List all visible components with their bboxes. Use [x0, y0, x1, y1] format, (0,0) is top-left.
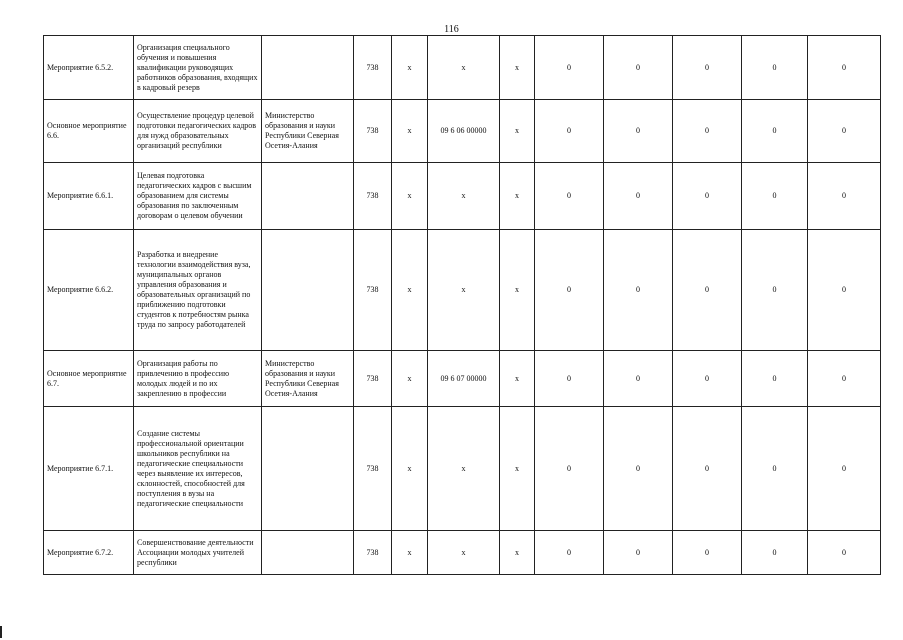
funding-value-cell: 0 — [742, 100, 808, 163]
event-code-cell: Мероприятие 6.7.1. — [44, 407, 134, 531]
grbs-cell: 738 — [354, 531, 392, 575]
event-name-cell: Совершенствование деятельности Ассоциации молодых учителей республики — [134, 531, 262, 575]
rz-pr-cell: x — [392, 407, 428, 531]
funding-value-cell: 0 — [673, 36, 742, 100]
funding-value-cell: 0 — [742, 36, 808, 100]
budget-table — [43, 35, 881, 575]
csr-cell: x — [428, 36, 500, 100]
table-row — [44, 163, 881, 230]
vr-cell: x — [500, 351, 535, 407]
funding-value-cell: 0 — [673, 163, 742, 230]
funding-value-cell: 0 — [604, 36, 673, 100]
page-number: 116 — [444, 24, 459, 35]
vr-cell: x — [500, 163, 535, 230]
funding-value-cell: 0 — [673, 100, 742, 163]
event-code-cell: Мероприятие 6.5.2. — [44, 36, 134, 100]
table-row — [44, 351, 881, 407]
csr-cell: 09 6 06 00000 — [428, 100, 500, 163]
funding-value-cell: 0 — [604, 100, 673, 163]
event-code-cell: Мероприятие 6.7.2. — [44, 531, 134, 575]
event-code-cell: Основное мероприятие 6.7. — [44, 351, 134, 407]
funding-value-cell: 0 — [808, 36, 881, 100]
funding-value-cell: 0 — [535, 531, 604, 575]
csr-cell: 09 6 07 00000 — [428, 351, 500, 407]
executor-cell — [262, 407, 354, 531]
event-name-cell: Целевая подготовка педагогических кадров с высшим образованием для системы образования по заключенным договорам о целевом обучении — [134, 163, 262, 230]
funding-value-cell: 0 — [604, 531, 673, 575]
funding-value-cell: 0 — [604, 351, 673, 407]
executor-cell — [262, 230, 354, 351]
funding-value-cell: 0 — [742, 163, 808, 230]
table-row — [44, 531, 881, 575]
table-row — [44, 36, 881, 100]
funding-value-cell: 0 — [535, 100, 604, 163]
vr-cell: x — [500, 407, 535, 531]
executor-cell — [262, 531, 354, 575]
rz-pr-cell: x — [392, 531, 428, 575]
funding-value-cell: 0 — [742, 351, 808, 407]
grbs-cell: 738 — [354, 351, 392, 407]
funding-value-cell: 0 — [535, 36, 604, 100]
vr-cell: x — [500, 36, 535, 100]
rz-pr-cell: x — [392, 100, 428, 163]
event-name-cell: Разработка и внедрение технологии взаимодействия вуза, муниципальных органов управления образования и образовательных организаций по приближению подготовки студентов к потребностям рынка труда по запросу работодателей — [134, 230, 262, 351]
funding-value-cell: 0 — [535, 351, 604, 407]
funding-value-cell: 0 — [808, 351, 881, 407]
event-code-cell: Основное мероприятие 6.6. — [44, 100, 134, 163]
executor-cell: Министерство образования и науки Республики Северная Осетия-Алания — [262, 100, 354, 163]
rz-pr-cell: x — [392, 230, 428, 351]
funding-value-cell: 0 — [742, 230, 808, 351]
grbs-cell: 738 — [354, 163, 392, 230]
funding-value-cell: 0 — [673, 230, 742, 351]
rz-pr-cell: x — [392, 163, 428, 230]
funding-value-cell: 0 — [604, 163, 673, 230]
funding-value-cell: 0 — [808, 531, 881, 575]
executor-cell: Министерство образования и науки Республики Северная Осетия-Алания — [262, 351, 354, 407]
funding-value-cell: 0 — [604, 407, 673, 531]
table-row — [44, 407, 881, 531]
funding-value-cell: 0 — [742, 407, 808, 531]
executor-cell — [262, 163, 354, 230]
vr-cell: x — [500, 100, 535, 163]
funding-value-cell: 0 — [535, 230, 604, 351]
grbs-cell: 738 — [354, 100, 392, 163]
event-name-cell: Создание системы профессиональной ориентации школьников республики на педагогические специальности через выявление их интересов, склонностей, способностей для поступления в вузы на педагогические специальности — [134, 407, 262, 531]
executor-cell — [262, 36, 354, 100]
event-code-cell: Мероприятие 6.6.2. — [44, 230, 134, 351]
funding-value-cell: 0 — [673, 351, 742, 407]
table-row — [44, 230, 881, 351]
rz-pr-cell: x — [392, 351, 428, 407]
csr-cell: x — [428, 230, 500, 351]
funding-value-cell: 0 — [535, 407, 604, 531]
vr-cell: x — [500, 230, 535, 351]
scan-margin-mark — [0, 626, 2, 638]
grbs-cell: 738 — [354, 36, 392, 100]
funding-value-cell: 0 — [808, 163, 881, 230]
funding-value-cell: 0 — [808, 100, 881, 163]
funding-value-cell: 0 — [673, 407, 742, 531]
funding-value-cell: 0 — [604, 230, 673, 351]
grbs-cell: 738 — [354, 230, 392, 351]
csr-cell: x — [428, 407, 500, 531]
grbs-cell: 738 — [354, 407, 392, 531]
event-name-cell: Осуществление процедур целевой подготовки педагогических кадров для нужд образовательных организаций республики — [134, 100, 262, 163]
csr-cell: x — [428, 163, 500, 230]
event-name-cell: Организация работы по привлечению в профессию молодых людей и по их закреплению в профессии — [134, 351, 262, 407]
funding-value-cell: 0 — [808, 230, 881, 351]
vr-cell: x — [500, 531, 535, 575]
funding-value-cell: 0 — [808, 407, 881, 531]
table-body — [44, 36, 881, 575]
event-code-cell: Мероприятие 6.6.1. — [44, 163, 134, 230]
rz-pr-cell: x — [392, 36, 428, 100]
funding-value-cell: 0 — [535, 163, 604, 230]
funding-value-cell: 0 — [742, 531, 808, 575]
csr-cell: x — [428, 531, 500, 575]
funding-value-cell: 0 — [673, 531, 742, 575]
table-row — [44, 100, 881, 163]
event-name-cell: Организация специального обучения и повышения квалификации руководящих работников образования, входящих в кадровый резерв — [134, 36, 262, 100]
